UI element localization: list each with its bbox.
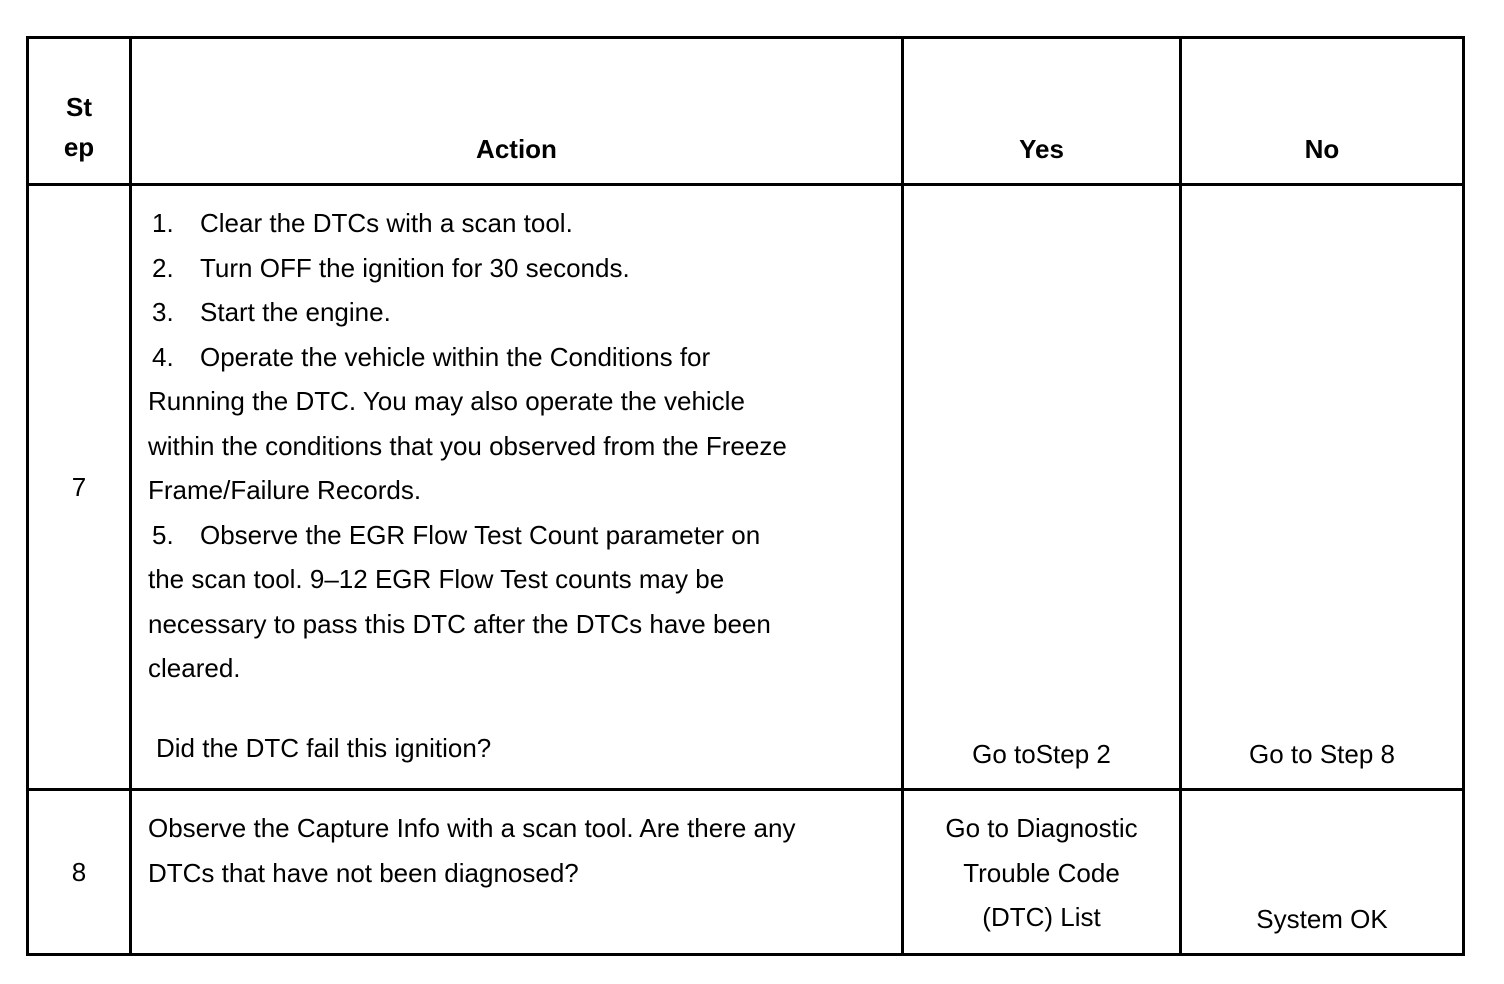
table-row-step-7 [28, 185, 1464, 790]
step-header-line2: ep [63, 132, 95, 162]
action-cell [131, 790, 903, 955]
action-line: 5. Observe the EGR Flow Test Count parameter on [152, 519, 761, 550]
action-line: 1. Clear the DTCs with a scan tool. [152, 208, 573, 238]
action-line: within the conditions that you observed from the Freeze [148, 430, 787, 461]
yes-result-line: Trouble Code [963, 857, 1120, 888]
action-line: cleared. [148, 653, 241, 683]
action-line: 4. Operate the vehicle within the Conditions for [152, 341, 711, 372]
step-question: Did the DTC fail this ignition? [156, 732, 492, 763]
step-number: 7 [28, 185, 131, 790]
step-header-line1: St [66, 92, 92, 122]
action-line: Frame/Failure Records. [148, 475, 422, 505]
action-line: DTCs that have not been diagnosed? [148, 857, 579, 888]
no-header: No [1181, 38, 1464, 185]
action-cell [131, 185, 903, 790]
no-result: System OK [1181, 790, 1464, 955]
no-result: Go to Step 8 [1181, 185, 1464, 790]
diagnostic-table [26, 36, 1465, 956]
action-line: the scan tool. 9–12 EGR Flow Test counts may be [148, 564, 725, 594]
action-line: 2. Turn OFF the ignition for 30 seconds. [152, 252, 630, 283]
table-row-step-8 [28, 790, 1464, 955]
step-number: 8 [28, 790, 131, 955]
action-line: Running the DTC. You may also operate the vehicle [148, 386, 745, 416]
step-header [28, 38, 131, 185]
action-line: Observe the Capture Info with a scan tool. Are there any [148, 813, 796, 843]
yes-result: Go toStep 2 [903, 185, 1181, 790]
action-line: 3. Start the engine. [152, 297, 391, 327]
header-row [28, 38, 1464, 185]
yes-header: Yes [903, 38, 1181, 185]
yes-result-line: Go to Diagnostic [945, 813, 1138, 843]
yes-result-line: (DTC) List [982, 902, 1101, 932]
action-line: necessary to pass this DTC after the DTCs have been [148, 608, 771, 639]
yes-result [903, 790, 1181, 955]
action-header: Action [131, 38, 903, 185]
